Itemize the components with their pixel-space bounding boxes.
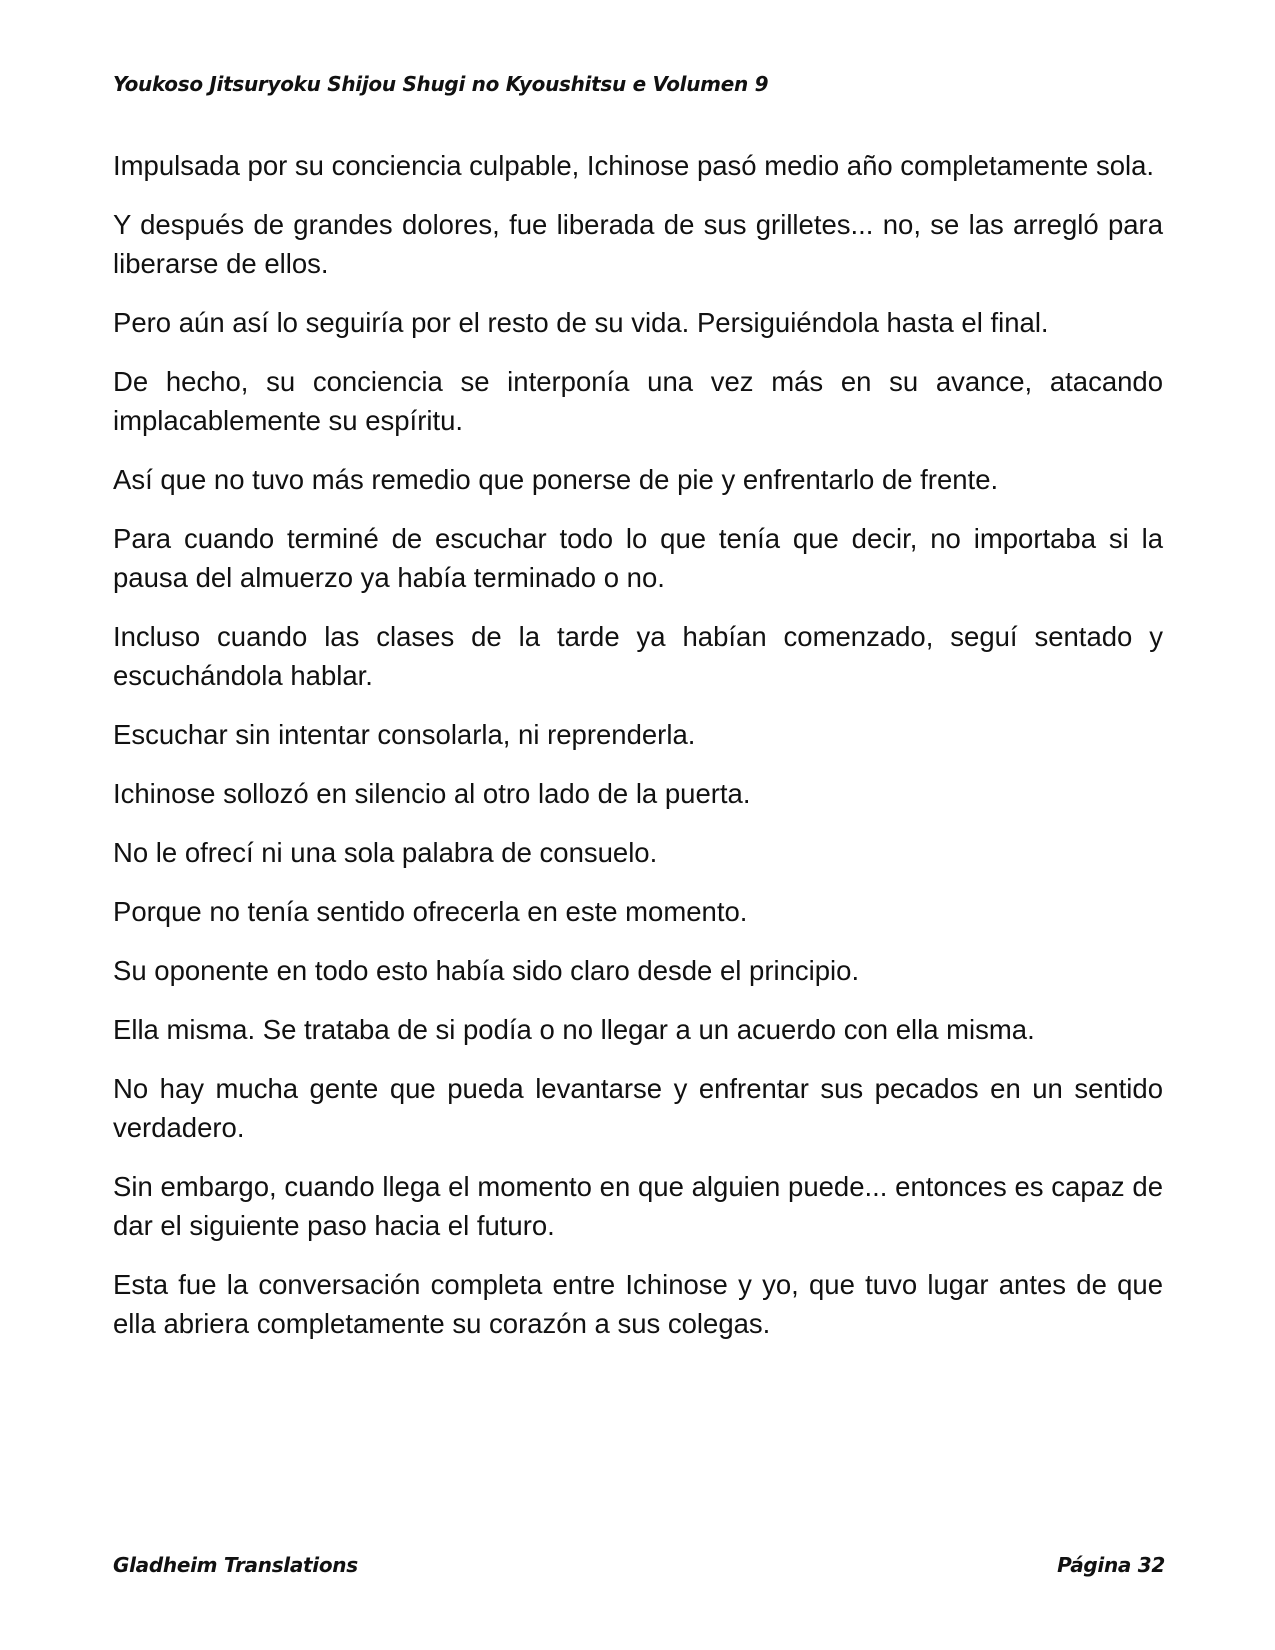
running-header: Youkoso Jitsuryoku Shijou Shugi no Kyoushitsu e Volumen 9 bbox=[113, 72, 769, 96]
paragraph: Pero aún así lo seguiría por el resto de su vida. Persiguiéndola hasta el final. bbox=[113, 307, 1049, 338]
paragraph: No hay mucha gente que pueda levantarse y enfrentar sus pecados en un sentido verdadero. bbox=[113, 1073, 1163, 1143]
body-text bbox=[113, 146, 1163, 1363]
paragraph: Para cuando terminé de escuchar todo lo que tenía que decir, no importaba si la pausa del almuerzo ya había terminado o no. bbox=[113, 523, 1163, 593]
paragraph: Sin embargo, cuando llega el momento en que alguien puede... entonces es capaz de dar el siguiente paso hacia el futuro. bbox=[113, 1171, 1163, 1241]
footer-page-number: Página 32 bbox=[1057, 1553, 1165, 1577]
paragraph: Su oponente en todo esto había sido claro desde el principio. bbox=[113, 955, 860, 986]
paragraph: Y después de grandes dolores, fue liberada de sus grilletes... no, se las arregló para liberarse de ellos. bbox=[113, 209, 1163, 279]
paragraph: De hecho, su conciencia se interponía una vez más en su avance, atacando implacablemente su espíritu. bbox=[113, 366, 1163, 436]
paragraph: Escuchar sin intentar consolarla, ni reprenderla. bbox=[113, 719, 696, 750]
footer-publisher: Gladheim Translations bbox=[113, 1553, 358, 1577]
paragraph: Así que no tuvo más remedio que ponerse de pie y enfrentarlo de frente. bbox=[113, 464, 999, 495]
paragraph: Incluso cuando las clases de la tarde ya habían comenzado, seguí sentado y escuchándola hablar. bbox=[113, 621, 1163, 691]
paragraph: Ichinose sollozó en silencio al otro lado de la puerta. bbox=[113, 778, 751, 809]
paragraph: Impulsada por su conciencia culpable, Ichinose pasó medio año completamente sola. bbox=[113, 150, 1155, 181]
paragraph: Porque no tenía sentido ofrecerla en este momento. bbox=[113, 896, 748, 927]
paragraph: Esta fue la conversación completa entre Ichinose y yo, que tuvo lugar antes de que ella abriera completamente su corazón a sus colegas. bbox=[113, 1269, 1163, 1339]
paragraph: Ella misma. Se trataba de si podía o no llegar a un acuerdo con ella misma. bbox=[113, 1014, 1035, 1045]
paragraph: No le ofrecí ni una sola palabra de consuelo. bbox=[113, 837, 658, 868]
